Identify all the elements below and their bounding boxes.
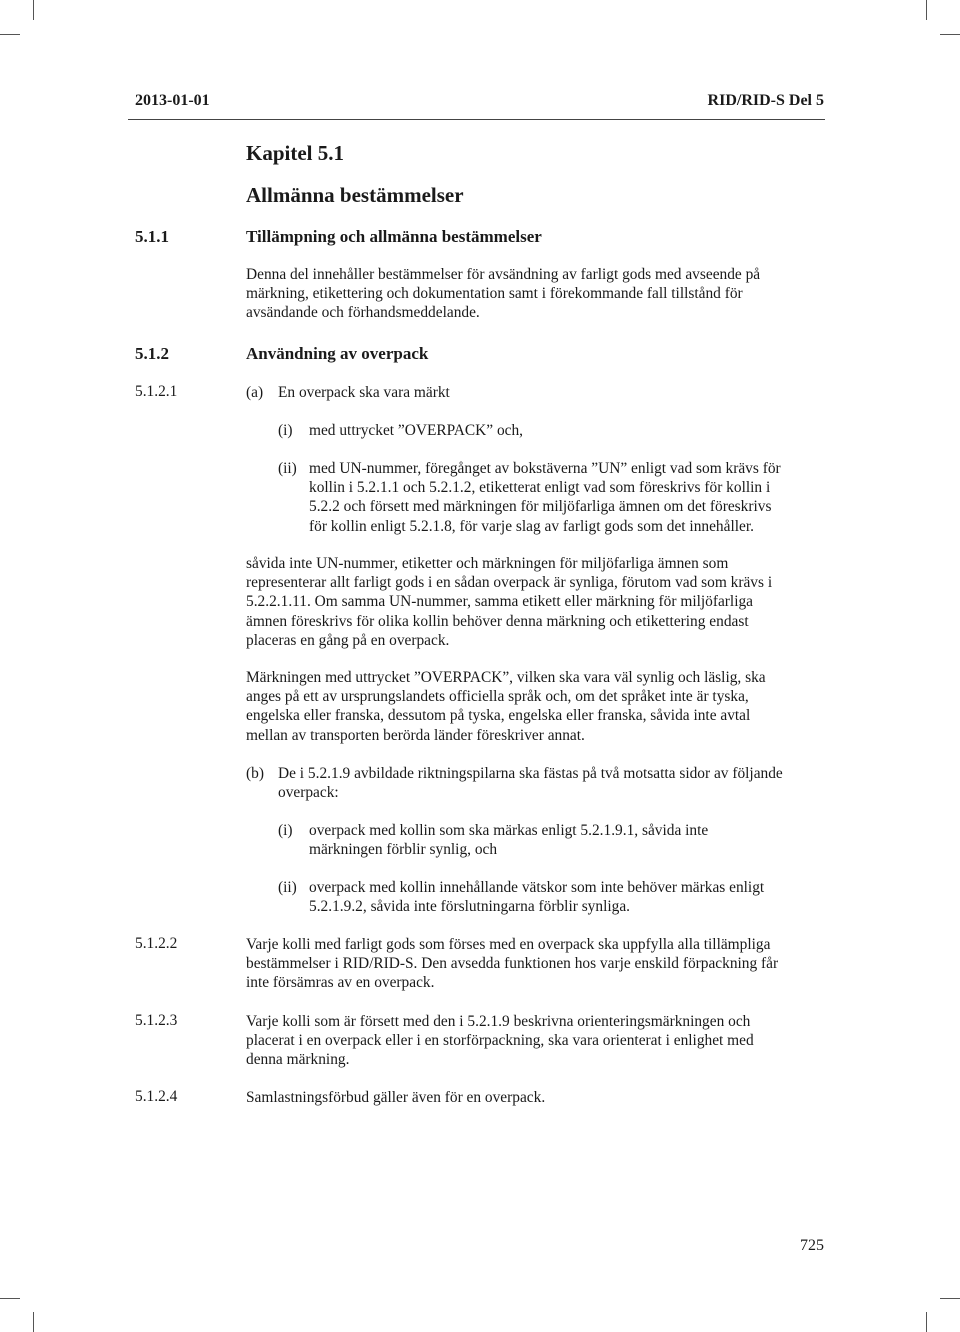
item-b-ii-label: (ii) bbox=[278, 879, 297, 896]
section-number-5-1-2: 5.1.2 bbox=[135, 344, 169, 363]
text-line: märkning, etikettering och dokumentation samt i förekommande fall tillstånd för bbox=[246, 285, 743, 303]
text-line: avsändande och förhandsmeddelande. bbox=[246, 304, 480, 322]
text-line: såvida inte UN-nummer, etiketter och märkningen för miljöfarliga ämnen som bbox=[246, 555, 729, 572]
item-b-text bbox=[278, 764, 848, 802]
text-line: mellan av transporten berörda länder föreskriver annat. bbox=[246, 726, 585, 744]
item-b-ii-text bbox=[309, 878, 849, 916]
section-text-5-1-1 bbox=[246, 265, 846, 323]
text-line: engelska eller franska, dessutom på tyska, engelska eller franska, såvida inte avtal bbox=[246, 707, 751, 725]
text-line: bestämmelser i RID/RID-S. Den avsedda funktionen hos varje enskild förpackning får bbox=[246, 955, 779, 973]
text-line: placerat i en overpack eller i en storförpackning, ska vara orienterat i enlighet med bbox=[246, 1032, 754, 1050]
item-b-i-label: (i) bbox=[278, 822, 293, 839]
item-a-ii-label: (ii) bbox=[278, 460, 297, 477]
section-title-5-1-1: Tillämpning och allmänna bestämmelser bbox=[246, 227, 542, 246]
text-line: kollin i 5.2.1.1 och 5.2.1.2, etiketterat enligt vad som föreskrivs för kollin i bbox=[309, 479, 771, 497]
text-line: overpack med kollin som ska märkas enligt 5.2.1.9.1, såvida inte bbox=[309, 822, 709, 839]
header-rule bbox=[128, 119, 825, 120]
text-line: Varje kolli med farligt gods som förses med en overpack ska uppfylla alla tillämpliga bbox=[246, 936, 771, 953]
section-text-5-1-2-2 bbox=[246, 935, 846, 993]
item-a-label: (a) bbox=[246, 384, 264, 401]
crop-mark-top-right-v bbox=[926, 0, 927, 20]
crop-mark-bottom-left-h bbox=[0, 1298, 20, 1299]
crop-mark-top-left-h bbox=[0, 34, 20, 35]
section-number-5-1-1: 5.1.1 bbox=[135, 227, 169, 246]
text-line: med UN-nummer, föregånget av bokstäverna ”UN” enligt vad som krävs för bbox=[309, 460, 781, 477]
text-line: Varje kolli som är försett med den i 5.2.1.9 beskrivna orienteringsmärkningen och bbox=[246, 1013, 751, 1030]
section-number-5-1-2-3: 5.1.2.3 bbox=[135, 1012, 178, 1029]
text-line: Denna del innehåller bestämmelser för avsändning av farligt gods med avseende på bbox=[246, 266, 761, 283]
item-a-i-text: med uttrycket ”OVERPACK” och, bbox=[309, 422, 524, 439]
text-line: 5.2.2.1.11. Om samma UN-nummer, samma etikett eller märkning för miljöfarliga bbox=[246, 593, 754, 611]
text-line: De i 5.2.1.9 avbildade riktningspilarna ska fästas på två motsatta sidor av följande bbox=[278, 765, 783, 782]
crop-mark-bottom-right-h bbox=[940, 1298, 960, 1299]
text-line: overpack: bbox=[278, 784, 339, 802]
paragraph-2 bbox=[246, 668, 846, 745]
text-line: märkningen förblir synlig, och bbox=[309, 841, 498, 859]
item-a-text: En overpack ska vara märkt bbox=[278, 384, 450, 401]
crop-mark-bottom-right-v bbox=[926, 1312, 927, 1332]
text-line: overpack med kollin innehållande vätskor som inte behöver märkas enligt bbox=[309, 879, 765, 896]
section-number-5-1-2-4: 5.1.2.4 bbox=[135, 1088, 178, 1105]
item-a-i-label: (i) bbox=[278, 422, 293, 439]
section-number-5-1-2-2: 5.1.2.2 bbox=[135, 935, 178, 952]
text-line: 5.2.2 och försett med märkningen för miljöfarliga ämnen om det föreskrivs bbox=[309, 498, 772, 516]
text-line: inte försämras av en overpack. bbox=[246, 974, 435, 992]
crop-mark-bottom-left-v bbox=[33, 1312, 34, 1332]
page-number: 725 bbox=[800, 1237, 824, 1254]
text-line: denna märkning. bbox=[246, 1051, 350, 1069]
item-a-ii-text bbox=[309, 459, 849, 536]
text-line: anges på ett av ursprungslandets officiella språk och, om det språket inte är tyska, bbox=[246, 688, 749, 706]
text-line: 5.2.1.9.2, såvida inte förslutningarna förblir synliga. bbox=[309, 898, 631, 916]
crop-mark-top-left-v bbox=[33, 0, 34, 20]
text-line: för kollin enligt 5.2.1.8, för varje slag av farligt gods som det innehåller. bbox=[309, 517, 754, 535]
text-line: placeras en gång på en overpack. bbox=[246, 631, 450, 649]
item-b-i-text bbox=[309, 821, 849, 859]
text-line: Märkningen med uttrycket ”OVERPACK”, vilken ska vara väl synlig och läslig, ska bbox=[246, 669, 766, 686]
text-line: ämnen föreskrivs för olika kollin behöver denna märkning och etikettering endast bbox=[246, 612, 749, 630]
section-number-5-1-2-1: 5.1.2.1 bbox=[135, 383, 178, 400]
chapter-title: Kapitel 5.1 bbox=[246, 141, 344, 165]
item-b-label: (b) bbox=[246, 765, 264, 782]
chapter-subtitle: Allmänna bestämmelser bbox=[246, 183, 464, 207]
header-date: 2013-01-01 bbox=[135, 92, 210, 109]
crop-mark-top-right-h bbox=[940, 34, 960, 35]
section-text-5-1-2-3 bbox=[246, 1012, 846, 1070]
section-text-5-1-2-4: Samlastningsförbud gäller även för en overpack. bbox=[246, 1089, 546, 1106]
text-line: representerar allt farligt gods i en sådan overpack är synliga, förutom vad som krävs i bbox=[246, 574, 773, 592]
section-title-5-1-2: Användning av overpack bbox=[246, 344, 429, 363]
paragraph-1 bbox=[246, 554, 846, 650]
header-doc: RID/RID-S Del 5 bbox=[707, 92, 824, 109]
